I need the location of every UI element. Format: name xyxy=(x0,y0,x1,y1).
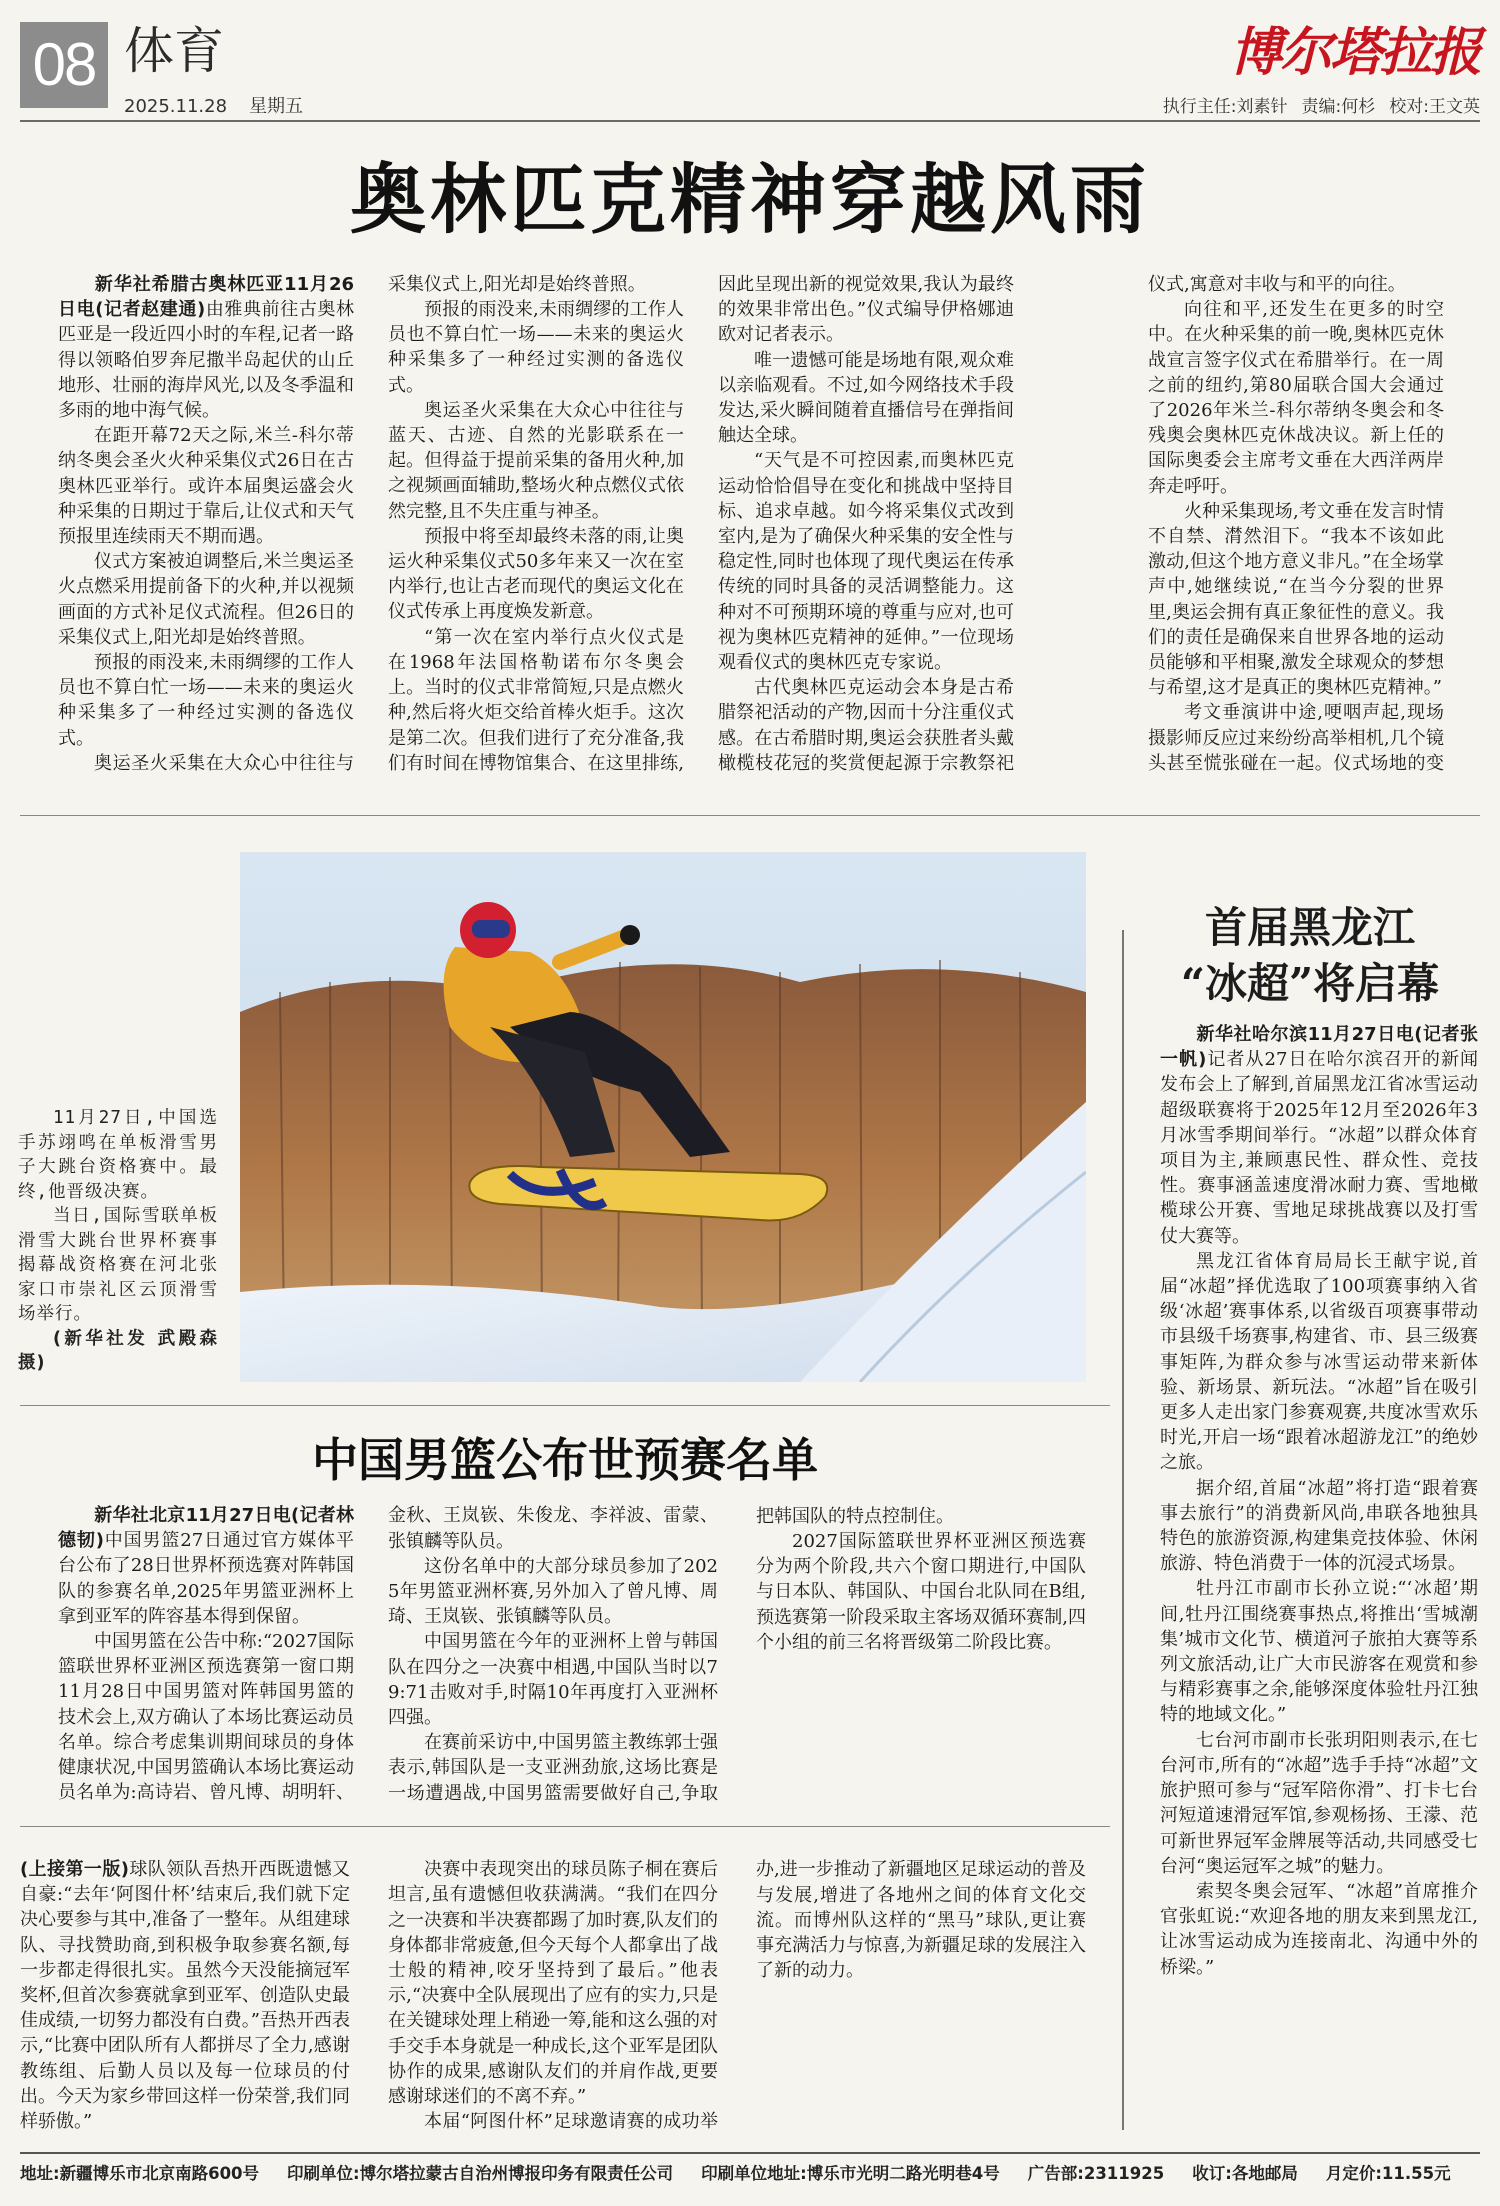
footer-printer: 印刷单位:博尔塔拉蒙古自治州博报印务有限责任公司 xyxy=(287,2164,674,2183)
article-paragraph: “第一次在室内举行点火仪式是在1968年法国格勒诺布尔冬奥会上。当时的仪式非常简短,只是点燃火种,然后将火炬交给首棒火炬手。这次是第二次。但我们进行了充分准备,我们有时间在博物馆集合、在这里排练, xyxy=(388,626,684,774)
footer-price: 月定价:11.55元 xyxy=(1325,2164,1451,2183)
olympic-paragraph: 仪式方案被迫调整后,米兰奥运圣火点燃采用提前备下的火种,并以视频画面的方式补足仪式流程。但26日的采集仪式上,阳光却是始终普照。 xyxy=(58,551,354,648)
section-divider xyxy=(20,1405,1110,1406)
article-paragraph: 仪式,寓意对丰收与和平的向往。 xyxy=(1148,273,1406,295)
icehockey-paragraph: 记者从27日在哈尔滨召开的新闻发布会上了解到,首届黑龙江省冰雪运动超级联赛将于2025年12月至2026年3月冰雪季期间举行。“冰超”以群众体育项目为主,兼顾惠民性、群众性、竞技性。赛事涵盖速度滑冰耐力赛、雪地橄榄球公开赛、雪地足球挑战赛以及打雪仗大赛等。 xyxy=(1160,1049,1478,1247)
basketball-headline: 中国男篮公布世预赛名单 xyxy=(312,1433,818,1487)
olympic-column-4 xyxy=(1148,272,1478,776)
article-paragraph: (上接第一版)球队领队吾热开西既遗憾又自豪:“去年‘阿图什杯’结束后,我们就下定决心要参与其中,准备了一整年。从组建球队、寻找赞助商,到积极争取参赛名额,每一步都走得很扎实。虽然今天没能摘冠军奖杯,但首次参赛就拿到亚军、创造队史最佳成绩,一切努力都没有白费。”吾热开西表示,“比赛中团队所有人都拼尽了全力,感谢教练组、后勤人员以及每一位球员的付出。今天为家乡带回这样一份荣誉,我们同样骄傲。” xyxy=(20,1859,350,2133)
icehockey-headline-line-2: “冰超”将启幕 xyxy=(1180,959,1440,1008)
issue-date xyxy=(124,92,325,118)
article-paragraph: 火种采集现场,考文垂在发言时情不自禁、潸然泪下。“我本不该如此激动,但这个地方意义非凡。”在全场掌声中,她继续说,“在当今分裂的世界里,奥运会拥有真正象征性的意义。我们的责任是确保来自世界各地的运动员能够和平相聚,激发全球观众的梦想与希望,这才是真正的奥林匹克精神。” xyxy=(1148,500,1444,699)
masthead-rule xyxy=(20,120,1480,122)
photo-credit: (新华社发 武殿森 摄) xyxy=(18,1328,218,1373)
article-paragraph: 向往和平,还发生在更多的时空中。在火种采集的前一晚,奥林匹克休战宣言签字仪式在希腊举行。在一周之前的纽约,第80届联合国大会通过了2026年米兰-科尔蒂纳冬奥会和冬残奥会奥林匹克休战决议。新上任的国际奥委会主席考文垂在大西洋两岸奔走呼吁。 xyxy=(1148,299,1444,497)
section-divider xyxy=(20,815,1480,816)
column-divider xyxy=(1122,930,1124,2130)
photo-caption xyxy=(18,1106,218,1376)
article-paragraph: 预报的雨没来,未雨绸缪的工作人员也不算白忙一场——未来的奥运火种采集多了一种经过实测的备选仪式。 xyxy=(388,299,684,396)
article-paragraph: 预报中将至却最终未落的雨,让奥运火种采集仪式50多年来又一次在室内举行,也让古老而现代的奥运文化在仪式传承上再度焕发新意。 xyxy=(388,525,684,623)
article-paragraph: “天气是不可控因素,而奥林匹克运动恰恰倡导在变化和挑战中坚持目标、追求卓越。如今将采集仪式改到室内,是为了确保火种采集的安全性与稳定性,同时也体现了现代奥运在传承传统的同时具备的灵活调整能力。这种对不可预期环境的尊重与应对,也可视为奥林匹克精神的延伸。”一位现场观看仪式的奥林匹克专家说。 xyxy=(718,450,1014,673)
article-paragraph: 办,进一步推动了新疆地区足球运动的普及与发展,增进了各地州之间的体育文化交流。而博州队这样的“黑马”球队,更让赛事充满活力与惊喜,为新疆足球的发展注入了新的动力。 xyxy=(756,1859,1086,1982)
footer-address: 地址:新疆博乐市北京南路600号 xyxy=(20,2164,260,2183)
article-paragraph: 唯一遗憾可能是场地有限,观众难以亲临观看。不过,如今网络技术手段发达,采火瞬间随着直播信号在弹指间触达全球。 xyxy=(718,349,1014,447)
olympic-paragraph: 预报的雨没来,未雨绸缪的工作人员也不算白忙一场——未来的奥运火种采集多了一种经过实测的备选仪式。 xyxy=(58,652,354,749)
article-paragraph: 本届“阿图什杯”足球邀请赛的成功举 xyxy=(424,2111,718,2133)
continued-column-3 xyxy=(756,1857,1086,2134)
newspaper-logo: 博尔塔拉报 xyxy=(1229,22,1480,83)
article-paragraph: 考文垂演讲中途,哽咽声起,现场摄影师反应过来纷纷高举相机,几个镜头甚至慌张碰在一起。仪式场地的变 xyxy=(1148,702,1444,774)
caption-paragraph: 当日,国际雪联单板滑雪大跳台世界杯赛事揭幕战资格赛在河北张家口市崇礼区云顶滑雪场举行。 xyxy=(18,1206,218,1324)
article-paragraph: 采集仪式上,阳光却是始终普照。 xyxy=(388,273,646,295)
olympic-column-3 xyxy=(718,272,1014,776)
article-paragraph: 决赛中表现突出的球员陈子桐在赛后坦言,虽有遗憾但收获满满。“我们在四分之一决赛和半决赛都踢了加时赛,队友们的身体都非常疲惫,但今天每个人都拿出了战士般的精神,咬牙坚持到了最后。”他表示,“决赛中全队展现出了应有的实力,只是在关键球处理上稍逊一筹,能和这么强的对手交手本身就是一种成长,这个亚军是团队协作的成果,感谢队友们的并肩作战,更要感谢球迷们的不离不弃。” xyxy=(388,1859,718,2108)
olympic-paragraph: 奥运圣火采集在大众心中往往与 xyxy=(94,752,354,774)
footer-subscription: 收订:各地邮局 xyxy=(1192,2164,1298,2183)
snowboard-photo xyxy=(240,852,1086,1382)
article-paragraph: 新华社北京11月27日电(记者林德韧)中国男篮27日通过官方媒体平台公布了28日世界杯预选赛对阵韩国队的参赛名单,2025年男篮亚洲杯上拿到亚军的阵容基本得到保留。 xyxy=(58,1505,354,1627)
olympic-dateline: 新华社希腊古奥林匹亚11月26日电(记者赵建通) xyxy=(58,274,354,321)
credit-director: 执行主任:刘素针 xyxy=(1162,97,1288,117)
footer-printer-address: 印刷单位地址:博乐市光明二路光明巷4号 xyxy=(701,2164,1000,2183)
olympic-paragraph: 由雅典前往古奥林匹亚是一段近四小时的车程,记者一路得以领略伯罗奔尼撒半岛起伏的山丘地形、壮丽的海岸风光,以及冬季温和多雨的地中海气候。 xyxy=(58,299,354,422)
icehockey-paragraph: 据介绍,首届“冰超”将打造“跟着赛事去旅行”的消费新风尚,串联各地独具特色的旅游资源,构建集竞技体验、休闲旅游、特色消费于一体的沉浸式场景。 xyxy=(1160,1477,1478,1575)
credit-proofreader: 校对:王文英 xyxy=(1389,97,1480,117)
icehockey-paragraph: 七台河市副市长张玥阳则表示,在七台河市,所有的“冰超”选手手持“冰超”文旅护照可参与“冠军陪你滑”、打卡七台河短道速滑冠军馆,参观杨扬、王濛、范可新世界冠军金牌展等活动,共同感受七台河“奥运冠军之城”的魅力。 xyxy=(1160,1729,1478,1877)
basketball-column-3 xyxy=(756,1503,1086,1805)
article-paragraph: 中国男篮在公告中称:“2027国际篮联世界杯亚洲区预选赛第一窗口期11月28日中国男篮对阵韩国男篮的技术会上,双方确认了本场比赛运动员名单。综合考虑集训期间球员的身体健康状况,中国男篮确认本场比赛运动员名单为:高诗岩、曾凡博、胡明轩、 xyxy=(58,1631,354,1804)
article-paragraph: 奥运圣火采集在大众心中往往与蓝天、古迹、自然的光影联系在一起。但得益于提前采集的备用火种,加之视频画面辅助,整场火种点燃仪式依然完整,且不失庄重与神圣。 xyxy=(388,399,684,522)
article-paragraph: 把韩国队的特点控制住。 xyxy=(756,1505,954,1527)
article-paragraph: 因此呈现出新的视觉效果,我认为最终的效果非常出色。”仪式编导伊格娜迪欧对记者表示。 xyxy=(718,273,1014,346)
icehockey-paragraph: 牡丹江市副市长孙立说:“‘冰超’期间,牡丹江围绕赛事热点,将推出‘雪城潮集’城市文化节、横道河子旅拍大赛等系列文旅活动,让广大市民游客在观赏和参与精彩赛事之余,能够深度体验牡丹江独特的地域文化。” xyxy=(1160,1578,1478,1726)
olympic-headline: 奥林匹克精神穿越风雨 xyxy=(350,155,1150,244)
continued-column-1 xyxy=(20,1857,350,2134)
icehockey-headline-line-1: 首届黑龙江 xyxy=(1204,903,1415,952)
basketball-column-2 xyxy=(388,1503,718,1805)
olympic-paragraph: 在距开幕72天之际,米兰-科尔蒂纳冬奥会圣火火种采集仪式26日在古奥林匹亚举行。或许本届奥运盛会火种采集的日期过于靠后,让仪式和天气预报里连续雨天不期而遇。 xyxy=(58,425,354,548)
section-title: 体育 xyxy=(124,22,224,80)
icehockey-dateline: 新华社哈尔滨11月27日电(记者张一帆) xyxy=(1160,1024,1478,1071)
section-divider xyxy=(20,1826,1110,1827)
article-paragraph: 2027国际篮联世界杯亚洲区预选赛分为两个阶段,共六个窗口期进行,中国队与日本队、韩国队、中国台北队同在B组,预选赛第一阶段采取主客场双循环赛制,四个小组的前三名将晋级第二阶段比赛。 xyxy=(756,1531,1086,1653)
icehockey-paragraph: 索契冬奥会冠军、“冰超”首席推介官张虹说:“欢迎各地的朋友来到黑龙江,让冰雪运动成为连接南北、沟通中外的桥梁。” xyxy=(1160,1880,1478,1978)
footer-bar xyxy=(20,2152,1480,2194)
snowboard-jump-image xyxy=(240,852,1086,1382)
olympic-column-1 xyxy=(58,272,354,776)
basketball-column-1 xyxy=(58,1503,354,1805)
caption-paragraph: 11月27日,中国选手苏翊鸣在单板滑雪男子大跳台资格赛中。最终,他晋级决赛。 xyxy=(18,1108,218,1202)
continued-column-2 xyxy=(388,1857,718,2134)
article-paragraph: 金秋、王岚嵚、朱俊龙、李祥波、雷蒙、张镇麟等队员。 xyxy=(388,1505,718,1552)
icehockey-paragraph: 黑龙江省体育局局长王献宇说,首届“冰超”择优选取了100项赛事纳入省级‘冰超’赛事体系,以省级百项赛事带动市县级千场赛事,构建省、市、县三级赛事矩阵,为群众参与冰雪运动带来新体验、新场景、新玩法。“冰超”旨在吸引更多人走出家门参赛观赛,共度冰雪欢乐时光,开启一场“跟着冰超游龙江”的绝妙之旅。 xyxy=(1160,1250,1478,1474)
article-paragraph: 中国男篮在今年的亚洲杯上曾与韩国队在四分之一决赛中相遇,中国队当时以79:71击败对手,时隔10年再度打入亚洲杯四强。 xyxy=(388,1631,718,1729)
date-text: 2025.11.28 xyxy=(124,96,228,117)
footer-ad-phone: 广告部:2311925 xyxy=(1027,2164,1165,2183)
credit-editor: 责编:何杉 xyxy=(1301,97,1376,117)
icehockey-column xyxy=(1160,1022,1478,2134)
editor-credits xyxy=(1149,92,1480,117)
weekday-text: 星期五 xyxy=(249,96,304,117)
page-number: 08 xyxy=(20,22,108,108)
olympic-column-2 xyxy=(388,272,684,776)
article-paragraph: 古代奥林匹克运动会本身是古希腊祭祀活动的产物,因而十分注重仪式感。在古希腊时期,奥运会获胜者头戴橄榄枝花冠的奖赏便起源于宗教祭祀 xyxy=(718,677,1014,774)
article-paragraph: 在赛前采访中,中国男篮主教练郭士强表示,韩国队是一支亚洲劲旅,这场比赛是一场遭遇战,中国男篮需要做好自己,争取 xyxy=(388,1732,718,1804)
icehockey-headline xyxy=(1140,900,1480,1012)
article-paragraph: 这份名单中的大部分球员参加了2025年男篮亚洲杯赛,另外加入了曾凡博、周琦、王岚嵚、张镇麟等队员。 xyxy=(388,1555,718,1628)
